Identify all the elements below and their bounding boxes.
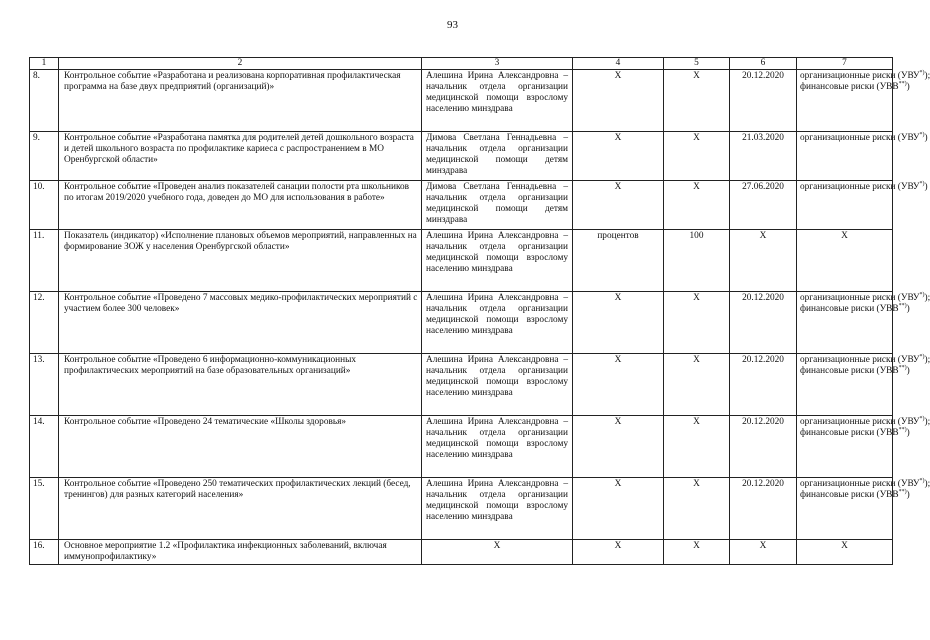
deadline-date: Х [730, 230, 797, 292]
row-number: 12. [30, 292, 59, 354]
page-number: 93 [447, 19, 458, 31]
column-number: 4 [573, 58, 664, 70]
risk-item [800, 364, 910, 377]
event-name: Контрольное событие «Разработана памятка для родителей детей дошкольного возраста и детей школьного возраста по профилактике кариеса с распространением в МО Оренбургской области» [59, 132, 422, 181]
event-name: Контрольное событие «Проведено 7 массовых медико-профилактических мероприятий с участием более 300 человек» [59, 292, 422, 354]
row-number: 9. [30, 132, 59, 181]
responsible-person: Алешина Ирина Александровна – начальник отдела организации медицинской помощи взрослому населению минздрава [422, 292, 573, 354]
risk-item [800, 291, 930, 304]
risk-text: финансовые риски (УВВ [800, 81, 899, 92]
row-number: 14. [30, 416, 59, 478]
indicator-value: Х [664, 132, 730, 181]
risks-cell [797, 230, 893, 292]
responsible-person: Х [422, 540, 573, 565]
risk-suffix: ); [924, 355, 930, 365]
risk-item [800, 231, 889, 242]
column-number-row [30, 58, 893, 70]
unit-of-measure: Х [573, 292, 664, 354]
responsible-person: Димова Светлана Геннадьевна – начальник отдела организации медицинской помощи детям минздрава [422, 132, 573, 181]
deadline-date: 20.12.2020 [730, 292, 797, 354]
column-number: 5 [664, 58, 730, 70]
responsible-person: Алешина Ирина Александровна – начальник отдела организации медицинской помощи взрослому населению минздрава [422, 230, 573, 292]
risk-text: организационные риски (УВУ [800, 355, 920, 365]
risk-suffix: ) [924, 182, 928, 192]
risk-text: финансовые риски (УВВ [800, 489, 899, 500]
risk-suffix: ) [906, 427, 910, 438]
risk-text: организационные риски (УВУ [800, 133, 920, 143]
row-number: 13. [30, 354, 59, 416]
deadline-date: 27.06.2020 [730, 181, 797, 230]
column-number: 2 [59, 58, 422, 70]
responsible-person: Алешина Ирина Александровна – начальник отдела организации медицинской помощи взрослому населению минздрава [422, 478, 573, 540]
risk-suffix: ) [906, 489, 910, 500]
risk-text: Х [841, 231, 848, 241]
deadline-date: 20.12.2020 [730, 354, 797, 416]
unit-of-measure: процентов [573, 230, 664, 292]
footnote-mark: *) [919, 415, 925, 422]
risks-cell [797, 69, 930, 132]
row-number: 15. [30, 478, 59, 540]
risks-cell [797, 291, 930, 354]
risk-suffix: ) [906, 303, 910, 314]
indicator-value: Х [664, 540, 730, 565]
indicator-value: Х [664, 292, 730, 354]
column-number: 1 [30, 58, 59, 70]
risk-text: организационные риски (УВУ [800, 417, 920, 427]
table-row [30, 230, 893, 292]
footnote-mark: **) [898, 80, 907, 87]
risks-cell [797, 477, 930, 540]
column-number: 3 [422, 58, 573, 70]
column-number: 6 [730, 58, 797, 70]
table-row [30, 292, 893, 354]
risk-item [800, 80, 910, 93]
table-row [30, 354, 893, 416]
event-name: Контрольное событие «Проведен анализ показателей санации полости рта школьников по итогам 2019/2020 учебного года, доведен до МО для использования в работе» [59, 181, 422, 230]
risk-text: финансовые риски (УВВ [800, 427, 899, 438]
unit-of-measure: Х [573, 70, 664, 132]
unit-of-measure: Х [573, 478, 664, 540]
table-row [30, 132, 893, 181]
risks-cell [797, 353, 930, 416]
measures-table [29, 57, 930, 565]
event-name: Контрольное событие «Разработана и реализована корпоративная профилактическая программа на базе двух предприятий (организаций)» [59, 70, 422, 132]
unit-of-measure: Х [573, 354, 664, 416]
row-number: 11. [30, 230, 59, 292]
footnote-mark: **) [898, 488, 907, 495]
risks-cell [797, 180, 928, 230]
risk-item [800, 426, 910, 439]
event-name: Контрольное событие «Проведено 24 тематические «Школы здоровья» [59, 416, 422, 478]
footnote-mark: *) [919, 477, 925, 484]
event-name: Показатель (индикатор) «Исполнение плановых объемов мероприятий, направленных на формирование ЗОЖ у населения Оренбургской области» [59, 230, 422, 292]
indicator-value: Х [664, 70, 730, 132]
risk-item [800, 353, 930, 366]
event-name: Контрольное событие «Проведено 250 тематических профилактических лекций (бесед, тренингов) для разных категорий населения» [59, 478, 422, 540]
responsible-person: Димова Светлана Геннадьевна – начальник отдела организации медицинской помощи детям минздрава [422, 181, 573, 230]
risk-item [800, 302, 910, 315]
footnote-mark: *) [919, 291, 925, 298]
risk-suffix: ) [906, 81, 910, 92]
event-name: Контрольное событие «Проведено 6 информационно-коммуникационных профилактических мероприятий на базе образовательных организаций» [59, 354, 422, 416]
row-number: 8. [30, 70, 59, 132]
responsible-person: Алешина Ирина Александровна – начальник отдела организации медицинской помощи взрослому населению минздрава [422, 70, 573, 132]
risk-text: финансовые риски (УВВ [800, 365, 899, 376]
footnote-mark: *) [919, 180, 925, 187]
table-row [30, 70, 893, 132]
risk-item [800, 131, 928, 144]
event-name: Основное мероприятие 1.2 «Профилактика инфекционных заболеваний, включая иммунопрофилактику» [59, 540, 422, 565]
risk-item [800, 69, 930, 82]
table-row [30, 540, 893, 565]
risk-text: организационные риски (УВУ [800, 293, 920, 303]
footnote-mark: *) [919, 131, 925, 138]
indicator-value: Х [664, 354, 730, 416]
risk-suffix: ) [924, 133, 928, 143]
column-number: 7 [797, 58, 893, 70]
risk-suffix: ); [924, 71, 930, 81]
footnote-mark: **) [898, 302, 907, 309]
risk-text: финансовые риски (УВВ [800, 303, 899, 314]
deadline-date: 20.12.2020 [730, 70, 797, 132]
risk-text: организационные риски (УВУ [800, 479, 920, 489]
footnote-mark: *) [919, 69, 925, 76]
unit-of-measure: Х [573, 416, 664, 478]
risk-text: организационные риски (УВУ [800, 71, 920, 81]
risk-suffix: ) [906, 365, 910, 376]
indicator-value: Х [664, 416, 730, 478]
risk-suffix: ); [924, 417, 930, 427]
row-number: 16. [30, 540, 59, 565]
indicator-value: Х [664, 181, 730, 230]
unit-of-measure: Х [573, 132, 664, 181]
footnote-mark: **) [898, 426, 907, 433]
deadline-date: 20.12.2020 [730, 416, 797, 478]
indicator-value: 100 [664, 230, 730, 292]
deadline-date: Х [730, 540, 797, 565]
risk-suffix: ); [924, 293, 930, 303]
table-row [30, 181, 893, 230]
footnote-mark: *) [919, 353, 925, 360]
unit-of-measure: Х [573, 540, 664, 565]
deadline-date: 20.12.2020 [730, 478, 797, 540]
risk-suffix: ); [924, 479, 930, 489]
deadline-date: 21.03.2020 [730, 132, 797, 181]
risks-cell [797, 131, 928, 181]
responsible-person: Алешина Ирина Александровна – начальник отдела организации медицинской помощи взрослому населению минздрава [422, 354, 573, 416]
risk-item [800, 477, 930, 490]
risks-cell [797, 540, 893, 565]
risk-item [800, 180, 928, 193]
risk-item [800, 488, 910, 501]
table-row [30, 478, 893, 540]
responsible-person: Алешина Ирина Александровна – начальник отдела организации медицинской помощи взрослому населению минздрава [422, 416, 573, 478]
risk-text: организационные риски (УВУ [800, 182, 920, 192]
risk-item [800, 415, 930, 428]
footnote-mark: **) [898, 364, 907, 371]
indicator-value: Х [664, 478, 730, 540]
row-number: 10. [30, 181, 59, 230]
risk-item [800, 541, 889, 552]
risks-cell [797, 415, 930, 478]
risk-text: Х [841, 541, 848, 551]
table-row [30, 416, 893, 478]
unit-of-measure: Х [573, 181, 664, 230]
